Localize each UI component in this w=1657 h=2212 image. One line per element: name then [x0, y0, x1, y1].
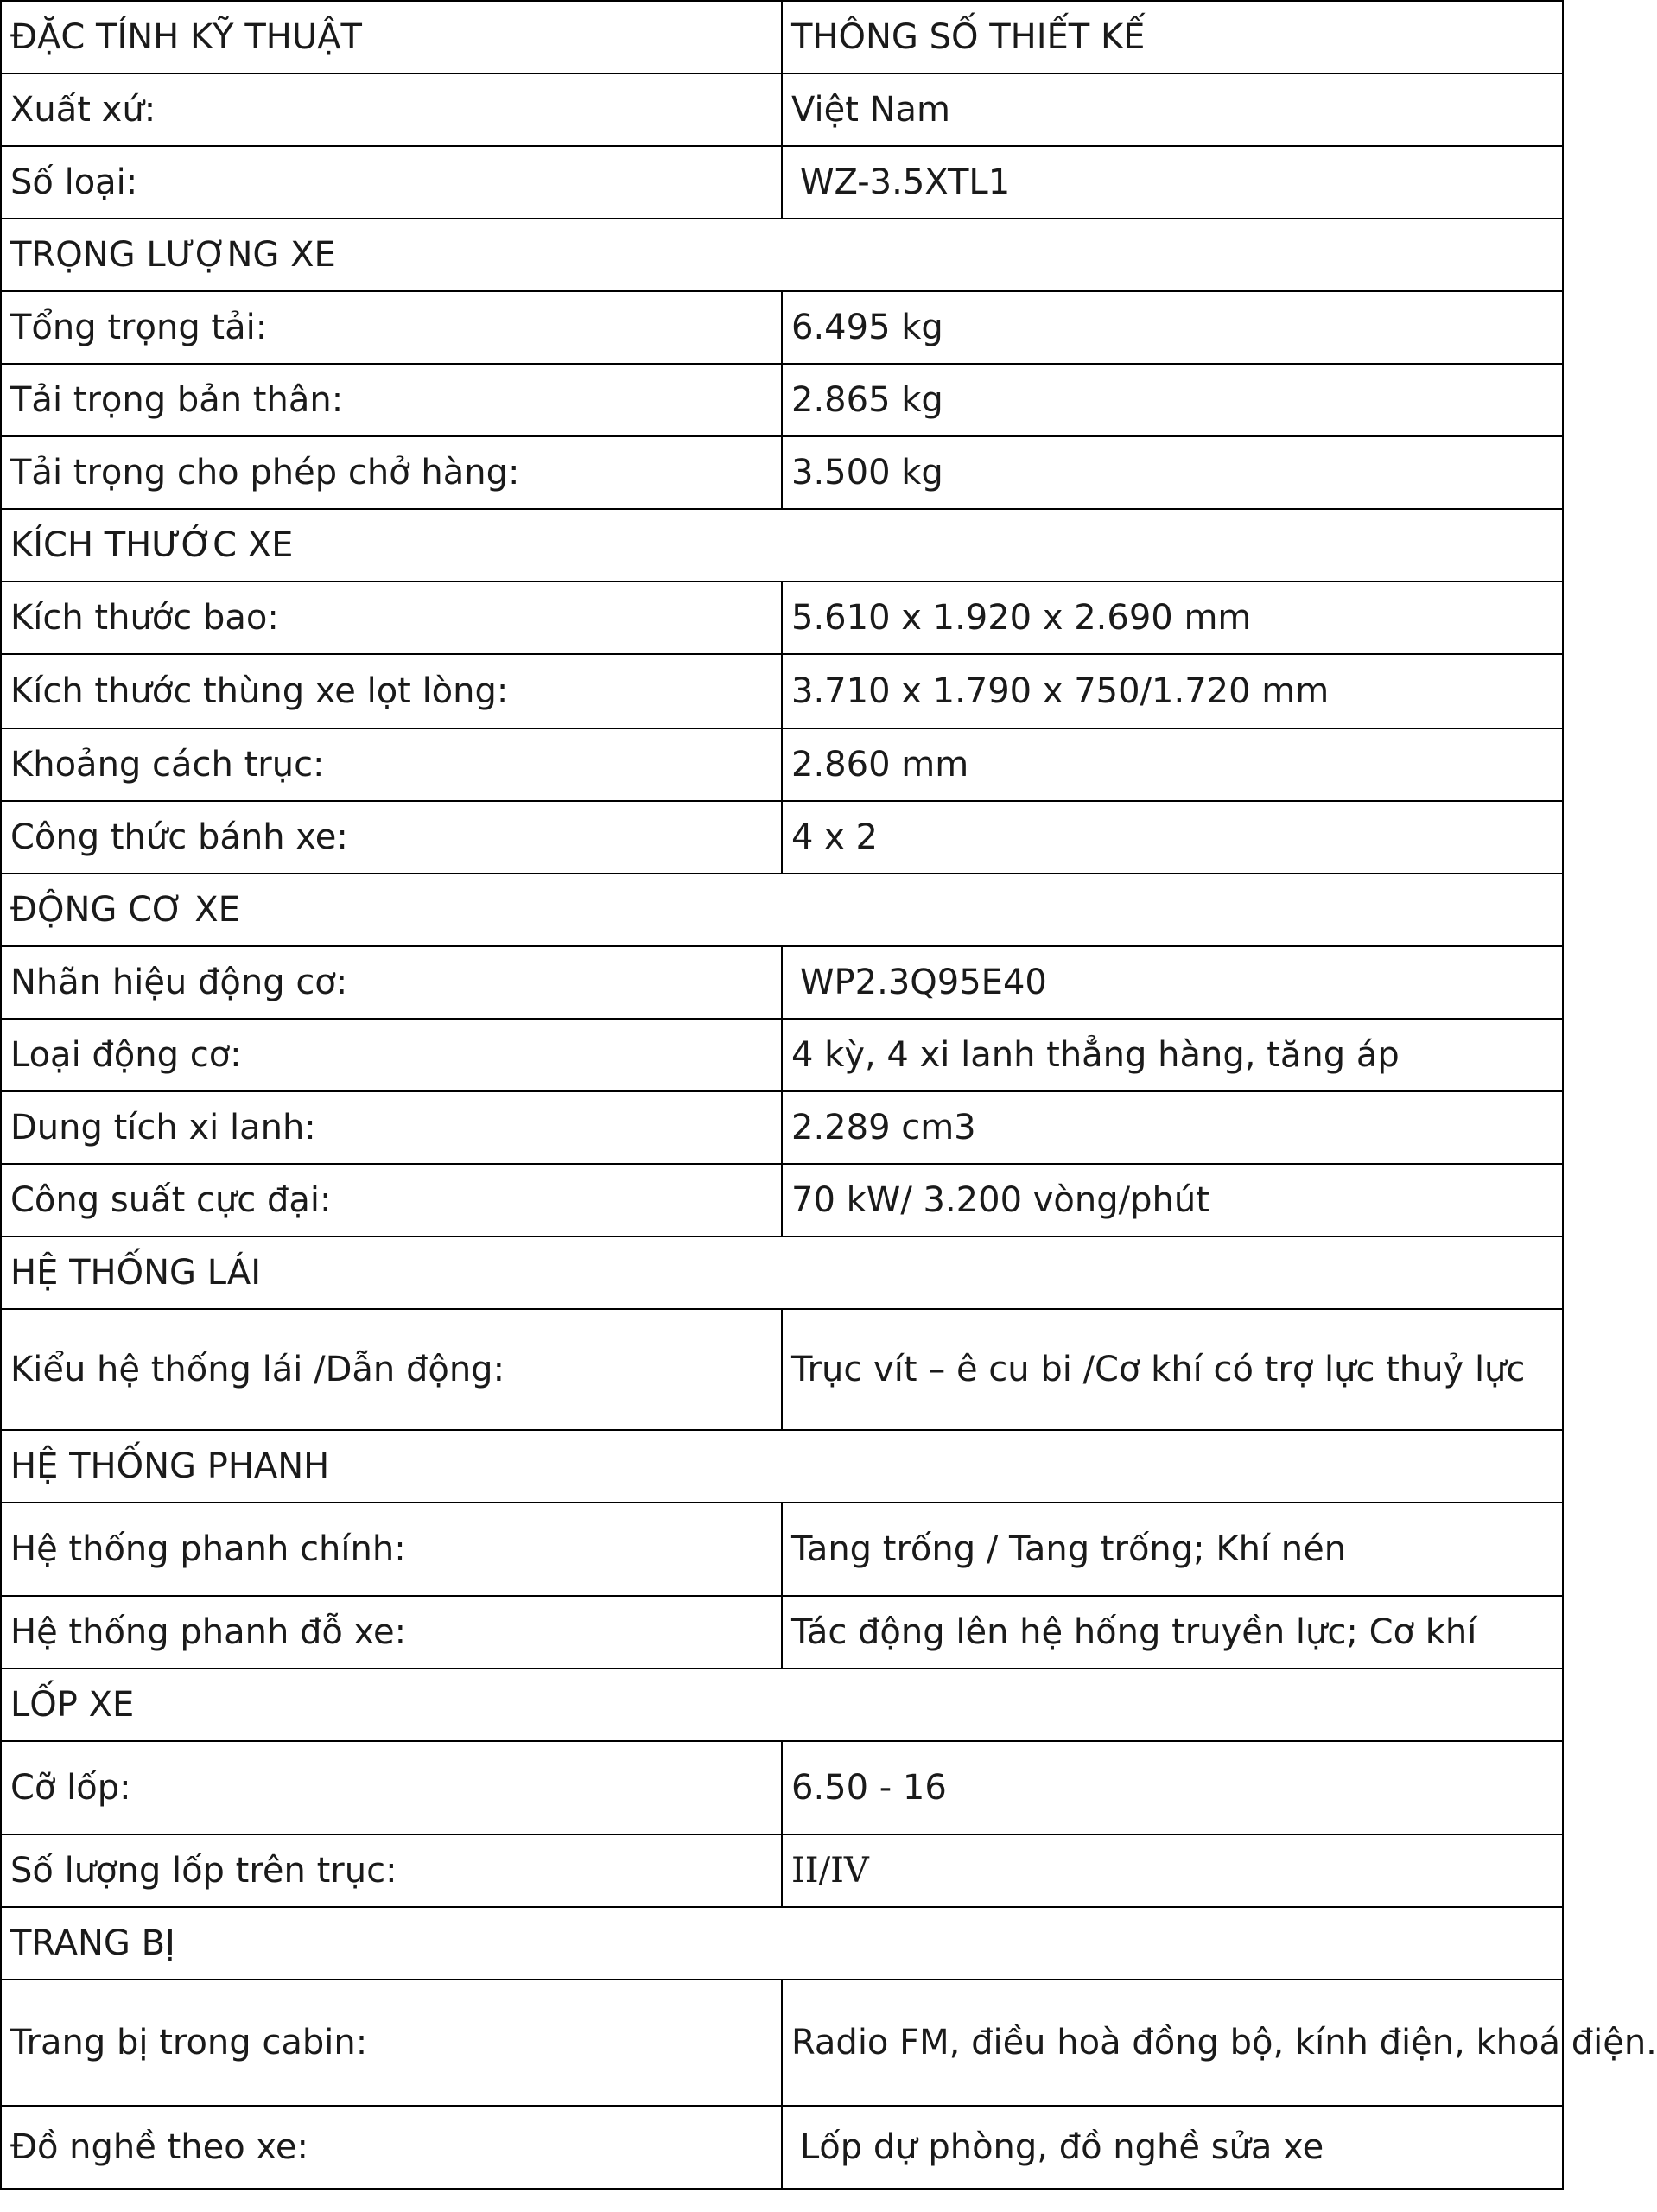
table-row: [1, 801, 1563, 874]
table-row: [1, 364, 1563, 436]
section-row: [1, 874, 1563, 946]
engine-type-value: 4 kỳ, 4 xi lanh thẳng hàng, tăng áp: [782, 1019, 1563, 1091]
engine-type-label: Loại động cơ:: [1, 1019, 782, 1091]
header-right: THÔNG SỐ THIẾT KẾ: [782, 1, 1563, 73]
weight-section-title: TRỌNG LƯỢNG XE: [1, 219, 1563, 291]
origin-value: Việt Nam: [782, 73, 1563, 146]
engine-section-title: ĐỘNG CƠ XE: [1, 874, 1563, 946]
table-row: [1, 1741, 1563, 1834]
steering-value: Trục vít – ê cu bi /Cơ khí có trợ lực thuỷ lực: [782, 1309, 1563, 1430]
cabin-equipment-label: Trang bị trong cabin:: [1, 1980, 782, 2106]
steering-section-title: HỆ THỐNG LÁI: [1, 1236, 1563, 1309]
header-row: [1, 1, 1563, 73]
curb-weight-label: Tải trọng bản thân:: [1, 364, 782, 436]
table-row: [1, 436, 1563, 509]
table-row: [1, 2106, 1563, 2189]
main-brake-value: Tang trống / Tang trống; Khí nén: [782, 1503, 1563, 1596]
overall-dim-label: Kích thước bao:: [1, 582, 782, 654]
drive-formula-label: Công thức bánh xe:: [1, 801, 782, 874]
max-power-label: Công suất cực đại:: [1, 1164, 782, 1236]
payload-label: Tải trọng cho phép chở hàng:: [1, 436, 782, 509]
table-row: [1, 1164, 1563, 1236]
engine-brand-label: Nhãn hiệu động cơ:: [1, 946, 782, 1019]
cargo-dim-value: 3.710 x 1.790 x 750/1.720 mm: [782, 654, 1563, 728]
gross-weight-value: 6.495 kg: [782, 291, 1563, 364]
max-power-value: 70 kW/ 3.200 vòng/phút: [782, 1164, 1563, 1236]
tools-value: Lốp dự phòng, đồ nghề sửa xe: [782, 2106, 1563, 2189]
section-row: [1, 219, 1563, 291]
tire-section-title: LỐP XE: [1, 1669, 1563, 1741]
tire-size-label: Cỡ lốp:: [1, 1741, 782, 1834]
table-row: [1, 73, 1563, 146]
tire-count-value: II/IV: [782, 1834, 1563, 1907]
table-row: [1, 291, 1563, 364]
wheelbase-label: Khoảng cách trục:: [1, 728, 782, 801]
model-label: Số loại:: [1, 146, 782, 219]
table-row: [1, 1503, 1563, 1596]
displacement-value: 2.289 cm3: [782, 1091, 1563, 1164]
table-row: [1, 654, 1563, 728]
gross-weight-label: Tổng trọng tải:: [1, 291, 782, 364]
table-row: [1, 146, 1563, 219]
model-value: WZ-3.5XTL1: [782, 146, 1563, 219]
table-row: [1, 1980, 1563, 2106]
equipment-section-title: TRANG BỊ: [1, 1907, 1563, 1980]
section-row: [1, 509, 1563, 582]
parking-brake-label: Hệ thống phanh đỗ xe:: [1, 1596, 782, 1669]
tools-label: Đồ nghề theo xe:: [1, 2106, 782, 2189]
displacement-label: Dung tích xi lanh:: [1, 1091, 782, 1164]
payload-value: 3.500 kg: [782, 436, 1563, 509]
table-row: [1, 1019, 1563, 1091]
table-row: [1, 582, 1563, 654]
origin-label: Xuất xứ:: [1, 73, 782, 146]
overall-dim-value: 5.610 x 1.920 x 2.690 mm: [782, 582, 1563, 654]
section-row: [1, 1669, 1563, 1741]
table-row: [1, 946, 1563, 1019]
curb-weight-value: 2.865 kg: [782, 364, 1563, 436]
engine-brand-value: WP2.3Q95E40: [782, 946, 1563, 1019]
section-row: [1, 1430, 1563, 1503]
wheelbase-value: 2.860 mm: [782, 728, 1563, 801]
brake-section-title: HỆ THỐNG PHANH: [1, 1430, 1563, 1503]
table-row: [1, 1091, 1563, 1164]
table-row: [1, 1834, 1563, 1907]
section-row: [1, 1907, 1563, 1980]
cabin-equipment-value: Radio FM, điều hoà đồng bộ, kính điện, khoá điện.: [782, 1980, 1563, 2106]
dimension-section-title: KÍCH THƯỚC XE: [1, 509, 1563, 582]
table-row: [1, 1596, 1563, 1669]
header-left: ĐẶC TÍNH KỸ THUẬT: [1, 1, 782, 73]
steering-label: Kiểu hệ thống lái /Dẫn động:: [1, 1309, 782, 1430]
main-brake-label: Hệ thống phanh chính:: [1, 1503, 782, 1596]
tire-size-value: 6.50 - 16: [782, 1741, 1563, 1834]
parking-brake-value: Tác động lên hệ hống truyền lực; Cơ khí: [782, 1596, 1563, 1669]
cargo-dim-label: Kích thước thùng xe lọt lòng:: [1, 654, 782, 728]
drive-formula-value: 4 x 2: [782, 801, 1563, 874]
table-row: [1, 1309, 1563, 1430]
section-row: [1, 1236, 1563, 1309]
table-row: [1, 728, 1563, 801]
tire-count-label: Số lượng lốp trên trục:: [1, 1834, 782, 1907]
